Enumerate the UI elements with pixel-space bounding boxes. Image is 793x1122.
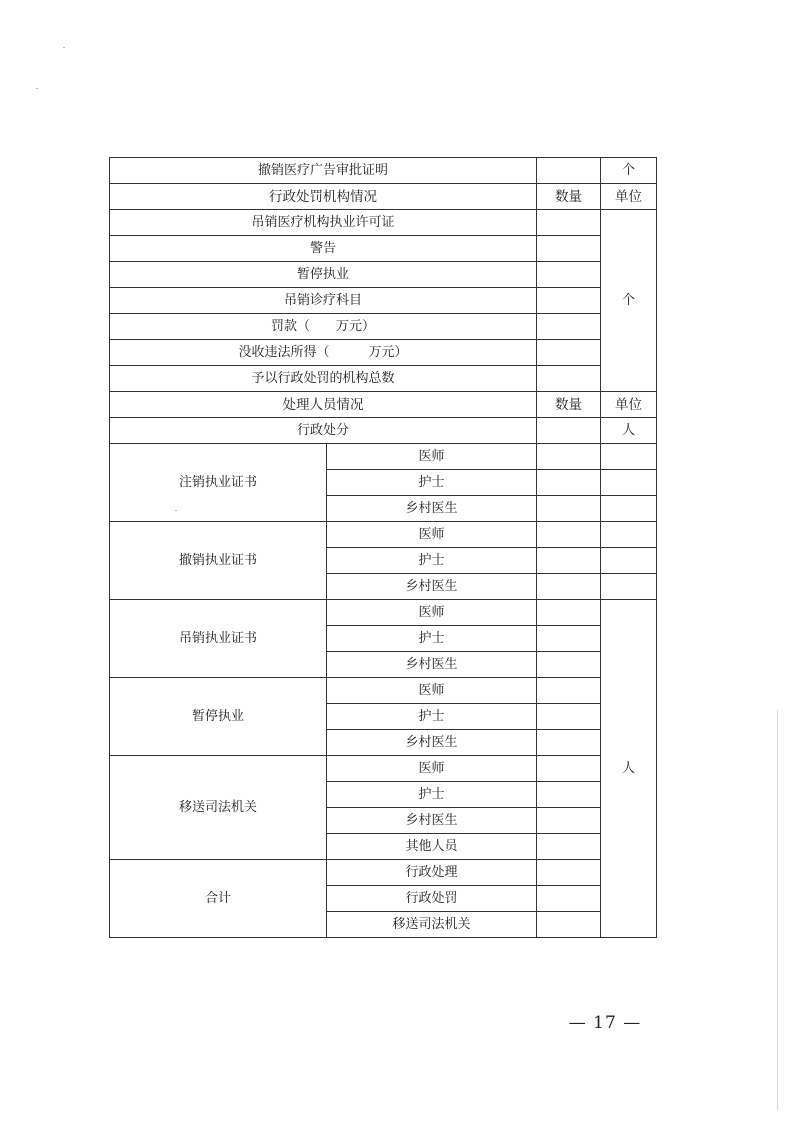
item-label: 乡村医生 xyxy=(327,808,537,834)
quantity-cell xyxy=(537,548,601,574)
row-label: 撤销医疗广告审批证明 xyxy=(110,158,537,184)
unit-cell xyxy=(601,574,657,600)
quantity-cell xyxy=(537,678,601,704)
row-label: 暂停执业 xyxy=(110,262,537,288)
item-label: 护士 xyxy=(327,626,537,652)
merged-unit-cell: 个 xyxy=(601,210,657,392)
item-label: 行政处罚 xyxy=(327,886,537,912)
group-label: 移送司法机关 xyxy=(110,756,327,860)
unit-cell: 个 xyxy=(601,158,657,184)
quantity-cell xyxy=(537,236,601,262)
quantity-cell xyxy=(537,444,601,470)
table-row xyxy=(110,314,657,340)
quantity-cell xyxy=(537,704,601,730)
table-row xyxy=(110,236,657,262)
table-row xyxy=(110,262,657,288)
table-row xyxy=(110,756,657,782)
group-label: 注销执业证书 xyxy=(110,444,327,522)
unit-cell: 人 xyxy=(601,418,657,444)
table-row xyxy=(110,522,657,548)
item-label: 行政处理 xyxy=(327,860,537,886)
quantity-cell xyxy=(537,210,601,236)
table-row xyxy=(110,210,657,236)
quantity-cell xyxy=(537,600,601,626)
total-label: 合计 xyxy=(110,860,327,938)
quantity-cell xyxy=(537,366,601,392)
row-label: 予以行政处罚的机构总数 xyxy=(110,366,537,392)
quantity-cell xyxy=(537,860,601,886)
quantity-cell xyxy=(537,496,601,522)
item-label: 医师 xyxy=(327,600,537,626)
section-title: 处理人员情况 xyxy=(110,392,537,418)
quantity-cell xyxy=(537,470,601,496)
quantity-cell xyxy=(537,730,601,756)
unit-cell xyxy=(601,470,657,496)
merged-unit-cell: 人 xyxy=(601,600,657,938)
item-label: 护士 xyxy=(327,782,537,808)
row-label: 没收违法所得（ 万元） xyxy=(110,340,537,366)
table-row xyxy=(110,366,657,392)
section-header-institutions xyxy=(110,184,657,210)
table-row xyxy=(110,600,657,626)
quantity-header: 数量 xyxy=(537,184,601,210)
quantity-cell xyxy=(537,886,601,912)
quantity-cell xyxy=(537,262,601,288)
table-row xyxy=(110,340,657,366)
quantity-header: 数量 xyxy=(537,392,601,418)
table-row xyxy=(110,444,657,470)
quantity-cell xyxy=(537,158,601,184)
quantity-cell xyxy=(537,652,601,678)
item-label: 其他人员 xyxy=(327,834,537,860)
quantity-cell xyxy=(537,340,601,366)
item-label: 乡村医生 xyxy=(327,652,537,678)
section-header-personnel xyxy=(110,392,657,418)
scan-speck xyxy=(36,88,38,89)
row-label: 吊销诊疗科目 xyxy=(110,288,537,314)
quantity-cell xyxy=(537,808,601,834)
item-label: 乡村医生 xyxy=(327,730,537,756)
unit-cell xyxy=(601,444,657,470)
group-label: 吊销执业证书 xyxy=(110,600,327,678)
row-label: 警告 xyxy=(110,236,537,262)
statistics-table xyxy=(109,157,657,938)
row-label: 吊销医疗机构执业许可证 xyxy=(110,210,537,236)
quantity-cell xyxy=(537,418,601,444)
unit-cell xyxy=(601,548,657,574)
item-label: 医师 xyxy=(327,522,537,548)
scan-edge-line xyxy=(777,710,778,1110)
quantity-cell xyxy=(537,782,601,808)
unit-header: 单位 xyxy=(601,392,657,418)
item-label: 医师 xyxy=(327,678,537,704)
item-label: 护士 xyxy=(327,470,537,496)
page-number: — 17 — xyxy=(568,1013,642,1033)
unit-cell xyxy=(601,496,657,522)
scan-speck xyxy=(175,510,177,511)
quantity-cell xyxy=(537,756,601,782)
quantity-cell xyxy=(537,912,601,938)
quantity-cell xyxy=(537,834,601,860)
quantity-cell xyxy=(537,626,601,652)
table-row xyxy=(110,288,657,314)
item-label: 护士 xyxy=(327,548,537,574)
item-label: 移送司法机关 xyxy=(327,912,537,938)
unit-header: 单位 xyxy=(601,184,657,210)
group-label: 撤销执业证书 xyxy=(110,522,327,600)
quantity-cell xyxy=(537,574,601,600)
table-row xyxy=(110,860,657,886)
group-label: 暂停执业 xyxy=(110,678,327,756)
item-label: 医师 xyxy=(327,756,537,782)
section-title: 行政处罚机构情况 xyxy=(110,184,537,210)
item-label: 护士 xyxy=(327,704,537,730)
table-row xyxy=(110,678,657,704)
item-label: 乡村医生 xyxy=(327,574,537,600)
table-row xyxy=(110,158,657,184)
row-label: 行政处分 xyxy=(110,418,537,444)
item-label: 乡村医生 xyxy=(327,496,537,522)
scan-speck xyxy=(63,47,65,48)
unit-cell xyxy=(601,522,657,548)
table-row xyxy=(110,418,657,444)
item-label: 医师 xyxy=(327,444,537,470)
quantity-cell xyxy=(537,288,601,314)
row-label: 罚款（ 万元） xyxy=(110,314,537,340)
quantity-cell xyxy=(537,522,601,548)
quantity-cell xyxy=(537,314,601,340)
